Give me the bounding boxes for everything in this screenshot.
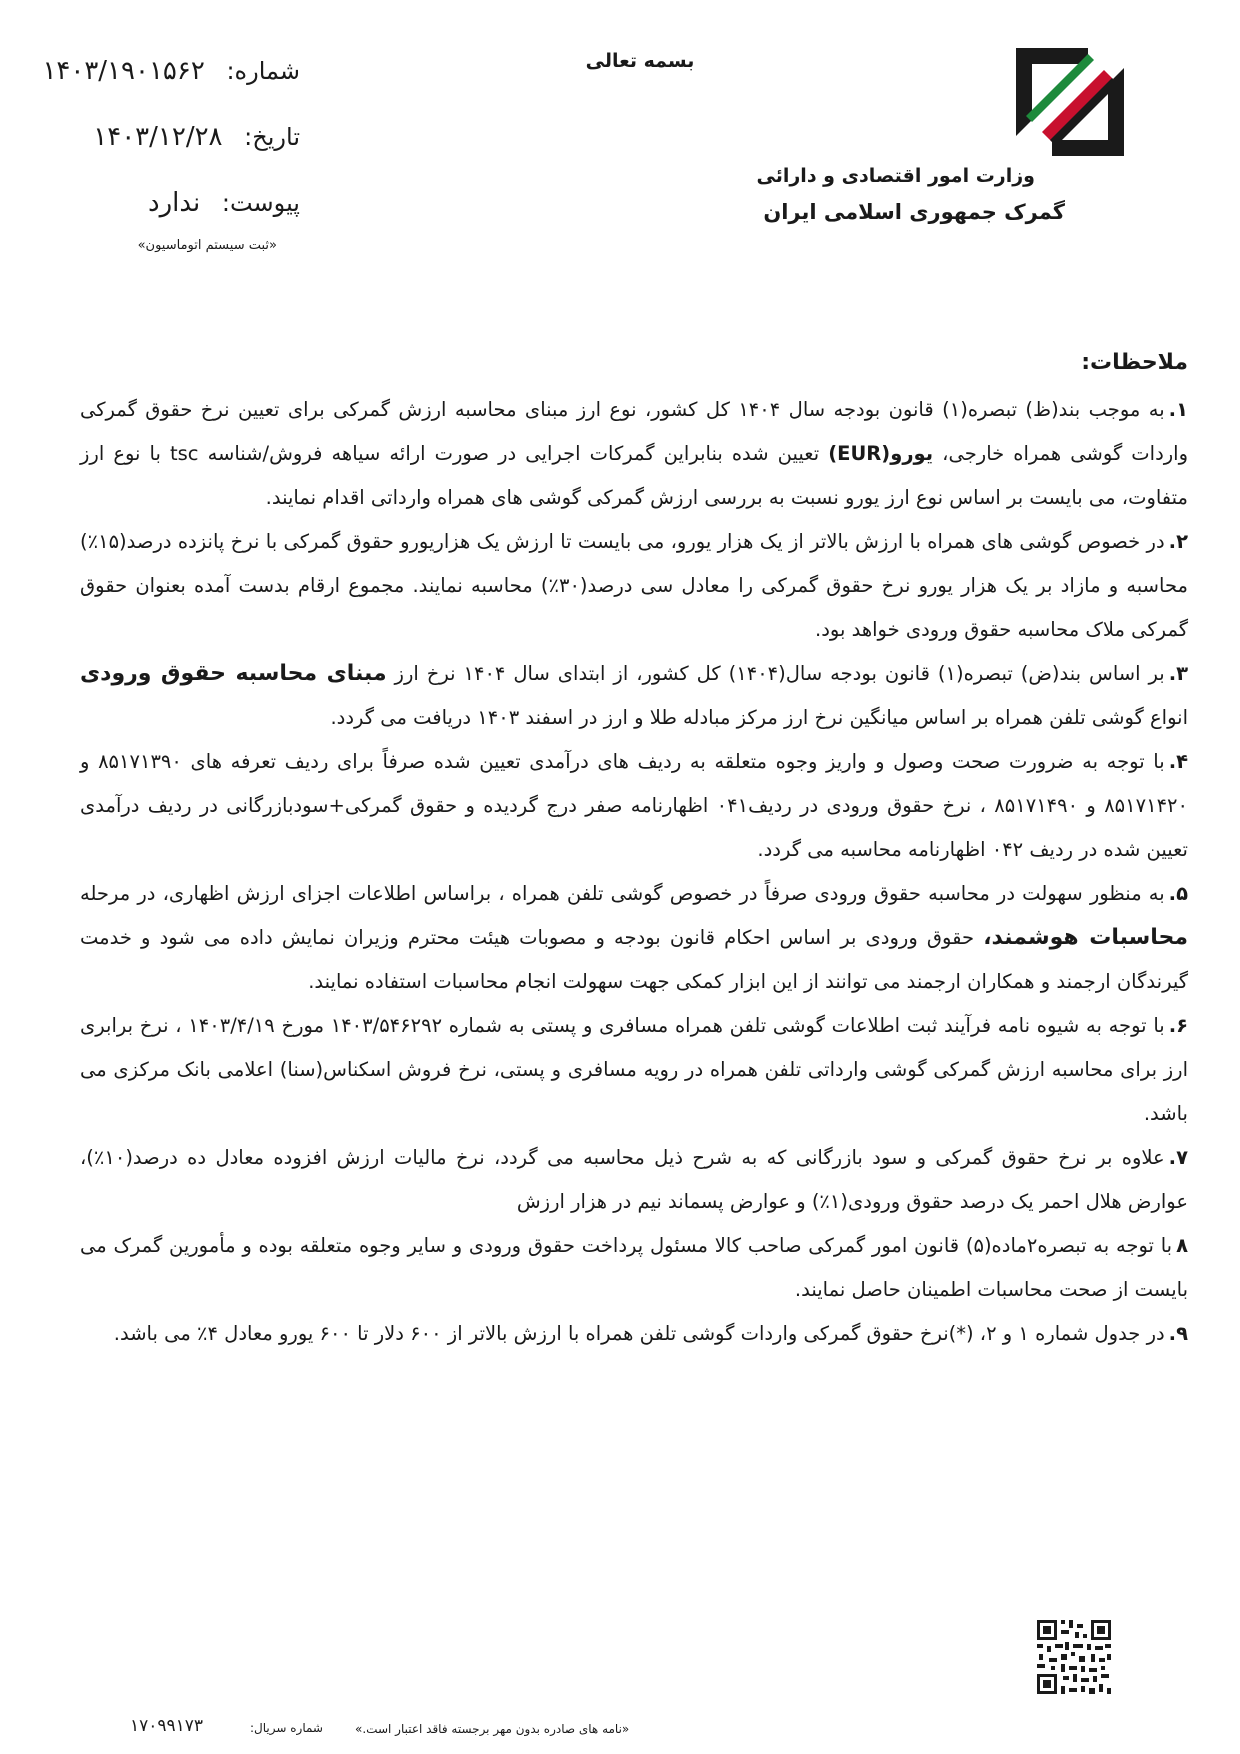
ministry-name: وزارت امور اقتصادی و دارائی [756,165,1035,187]
note-emphasis: محاسبات هوشمند، [983,925,1189,950]
customs-logo-icon [1008,40,1132,164]
note-number: ۸ [1176,1234,1188,1257]
note-number: ۷. [1168,1146,1188,1169]
customs-logo [1008,40,1132,164]
notes-title: ملاحظات: [1081,350,1188,375]
qr-code-icon [1035,1618,1113,1696]
note-text: با توجه به شیوه نامه فرآیند ثبت اطلاعات گوشی تلفن همراه مسافری و پستی به شماره ۱۴۰۳/۵۴۶۲۹۲ مورخ ۱۴۰۳/۴/۱۹ ، نرخ برابری ارز برای محاسبه ارزش گمرکی گوشی وارداتی تلفن همراه در رویه مسافری و پستی، نرخ فروش اسکناس(سنا) اعلامی بانک مرکزی می باشد. [80,1014,1188,1125]
note-emphasis: مبنای محاسبه حقوق ورودی [80,661,387,686]
note-number: ۴. [1168,750,1189,773]
note-item-2 [80,520,1188,652]
note-number: ۶. [1168,1014,1189,1037]
note-text: حقوق ورودی بر اساس احکام قانون بودجه و مصوبات هیئت محترم وزیران نمایش داده می شود و خدمت گیرندگان ارجمند و همکاران ارجمند می توانند از این ابزار کمکی جهت سهولت انجام محاسبات استفاده نمایند. [80,926,1188,993]
qr-code [1035,1618,1113,1696]
number-value: ۱۴۰۳/۱۹۰۱۵۶۲ [42,56,205,86]
note-text: در خصوص گوشی های همراه با ارزش بالاتر از یک هزار یورو، می بایست تا ارزش یک هزاریورو حقوق گمرکی با نرخ پانزده درصد(۱۵٪) محاسبه و مازاد بر یک هزار یورو نرخ حقوق گمرکی را معادل سی درصد(۳۰٪) محاسبه نمایند. مجموع ارقام بدست آمده بعنوان حقوق گمرکی ملاک محاسبه حقوق ورودی خواهد بود. [80,530,1188,641]
note-item-7 [80,1136,1188,1224]
note-text: به منظور سهولت در محاسبه حقوق ورودی صرفاً در خصوص گوشی تلفن همراه ، براساس اطلاعات اجزای ارزش اظهاری، در مرحله [80,882,1165,905]
note-number: ۳. [1168,662,1189,685]
auto-registration-note: «ثبت سیستم اتوماسیون» [137,238,277,253]
note-text: به موجب بند(ظ) تبصره(۱) قانون بودجه سال ۱۴۰۴ کل کشور، نوع ارز مبنای محاسبه ارزش گمرکی برای تعیین نرخ حقوق گمرکی واردات گوشی همراه خارجی، [80,398,1188,465]
note-item-8 [80,1224,1188,1312]
attachment-label: پیوست: [221,189,300,217]
note-item-1 [80,388,1188,520]
note-emphasis: یورو(EUR) [828,442,934,465]
date-label: تاریخ: [244,123,300,151]
attachment-value: ندارد [148,188,201,218]
note-text: تعیین شده بنابراین گمرکات اجرایی در صورت ارائه سیاهه فروش/شناسه tsc با نوع ارز متفاوت، می بایست بر اساس نوع ارز یورو نسبت به بررسی ارزش گمرکی گوشی های همراه وارداتی اقدام نمایند. [80,442,1188,509]
organization-name: گمرک جمهوری اسلامی ایران [763,200,1065,224]
note-text: بر اساس بند(ض) تبصره(۱) قانون بودجه سال(۱۴۰۴) کل کشور، از ابتدای سال ۱۴۰۴ نرخ ارز [386,662,1165,685]
letter-attachment [148,188,300,218]
serial-label: شماره سریال: [250,1721,323,1735]
note-text: در جدول شماره ۱ و ۲، (*)نرخ حقوق گمرکی واردات گوشی تلفن همراه با ارزش بالاتر از ۶۰۰ دلار تا ۶۰۰ یورو معادل ۴٪ می باشد. [113,1322,1165,1345]
note-number: ۲. [1168,530,1188,553]
note-item-4 [80,740,1188,872]
note-text: با توجه به تبصره۲ماده(۵) قانون امور گمرکی صاحب کالا مسئول پرداخت حقوق ورودی و سایر وجوه متعلقه بوده و مأمورین گمرک می بایست از صحت محاسبات اطمینان حاصل نمایند. [80,1234,1188,1301]
note-text: با توجه به ضرورت صحت وصول و واریز وجوه متعلقه به ردیف های درآمدی تعیین شده صرفاً برای ردیف تعرفه های ۸۵۱۷۱۳۹۰ و ۸۵۱۷۱۴۲۰ و ۸۵۱۷۱۴۹۰ ، نرخ حقوق ورودی در ردیف۰۴۱ اظهارنامه صفر درج گردیده و حقوق گمرکی+سودبازرگانی در ردیف درآمدی تعیین شده در ردیف ۰۴۲ اظهارنامه محاسبه می گردد. [80,750,1188,861]
letter-number [42,56,300,86]
note-item-6 [80,1004,1188,1136]
serial-value: ۱۷۰۹۹۱۷۳ [130,1716,204,1736]
notes-list [80,388,1188,1356]
note-text: انواع گوشی تلفن همراه بر اساس میانگین نرخ ارز مرکز مبادله طلا و ارز در اسفند ۱۴۰۳ دریافت می گردد. [330,706,1188,729]
note-item-9 [80,1312,1188,1356]
basmala: بسمه تعالی [585,50,695,72]
note-number: ۱. [1168,398,1188,421]
note-text: علاوه بر نرخ حقوق گمرکی و سود بازرگانی که به شرح ذیل محاسبه می گردد، نرخ مالیات ارزش افزوده معادل ده درصد(۱۰٪)، عوارض هلال احمر یک درصد حقوق ورودی(۱٪) و عوارض پسماند نیم در هزار ارزش [80,1146,1188,1213]
note-item-3 [80,652,1188,740]
date-value: ۱۴۰۳/۱۲/۲۸ [93,122,223,152]
number-label: شماره: [226,57,300,85]
note-item-5 [80,872,1188,1004]
validity-note: «نامه های صادره بدون مهر برجسته فاقد اعتبار است.» [355,1722,630,1736]
note-number: ۹. [1168,1322,1188,1345]
letter-date [93,122,300,152]
note-number: ۵. [1168,882,1188,905]
